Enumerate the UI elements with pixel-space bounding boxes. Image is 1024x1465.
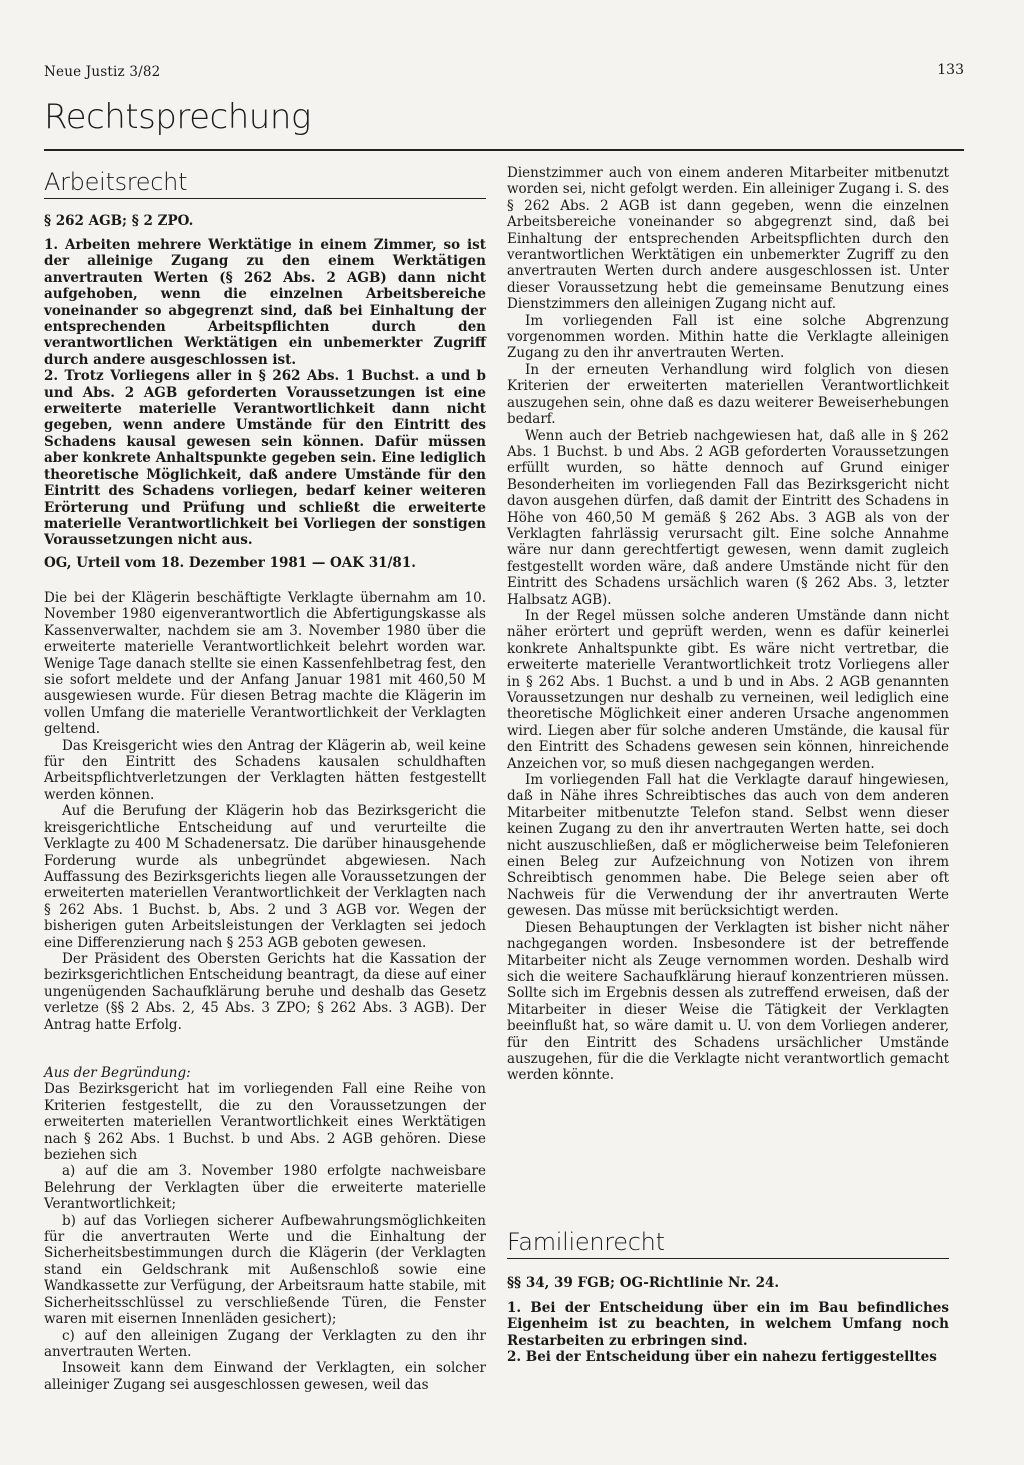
- familienrecht-headnote-2: 2. Bei der Entscheidung über ein nahezu fertiggestelltes: [507, 1349, 937, 1366]
- familienrecht-heading: Familienrecht: [507, 1228, 665, 1256]
- arbeitsrecht-citation-block: [44, 555, 486, 571]
- arbeitsrecht-citation: OG, Urteil vom 18. Dezember 1981 — OAK 31/81.: [44, 555, 416, 571]
- familienrecht-headnote-1: 1. Bei der Entscheidung über ein im Bau befindliches Eigenheim ist zu beachten, in welchem Umfang noch Restarbeiten zu erbringen sind.: [507, 1300, 949, 1349]
- journal-title: Neue Justiz 3/82: [44, 64, 161, 80]
- right-paragraph-1: Dienstzimmer auch von einem anderen Mitarbeiter mitbenutzt worden sei, nicht gefolgt werden. Ein alleiniger Zugang i. S. des § 262 Abs. 2 AGB ist dann gegeben, wenn die einzelnen Arbeitsbereiche voneinander so abgegrenzt sind, daß bei Einhaltung der entsprechenden Arbeitspflichten durch den verantwortlichen Werktätigen ein unbemerkter Zugriff zu den anvertrauten Werten durch andere ausgeschlossen ist. Unter dieser Voraussetzung hebt die gemeinsame Benutzung eines Dienstzimmers den alleinigen Zugang nicht auf.: [507, 165, 949, 313]
- right-column-text: [507, 165, 949, 1084]
- arbeitsrecht-rule: [44, 198, 486, 199]
- fact-paragraph-3: Auf die Berufung der Klägerin hob das Bezirksgericht die kreisgerichtliche Entscheidung auf und verurteilte die Verklagte zu 400 M Schadenersatz. Die darüber hinausgehende Forderung wurde als unbegründet abgewiesen. Nach Auffassung des Bezirksgerichts liegen alle Voraussetzungen der erweiterten materiellen Verantwortlichkeit der Verklagten nach § 262 Abs. 1 Buchst. b, Abs. 2 und 3 AGB vor. Wegen der bisherigen guten Arbeitsleistungen der Verklagten sei jedoch eine Differenzierung nach § 253 AGB geboten gewesen.: [44, 803, 486, 951]
- arbeitsrecht-norms-block: [44, 213, 486, 229]
- arbeitsrecht-facts: [44, 590, 486, 1033]
- headnote-2: 2. Trotz Vorliegens aller in § 262 Abs. 1 Buchst. a und b und Abs. 2 AGB geforderten Voraussetzungen ist eine erweiterte materielle Verantwortlichkeit dann nicht gegeben, wenn andere Umstände für den Eintritt des Schadens kausal gewesen sein können. Dafür müssen aber konkrete Anhaltspunkte gegeben sein. Eine lediglich theoretische Möglichkeit, daß andere Umstände für den Eintritt des Schadens vorliegen, bedarf keiner weiteren Erörterung und Prüfung und schließt die erweiterte materielle Verantwortlichkeit bei Vorliegen der sonstigen Voraussetzungen nicht aus.: [44, 368, 486, 549]
- right-paragraph-2: Im vorliegenden Fall ist eine solche Abgrenzung vorgenommen worden. Mithin hatte die Verklagte alleinigen Zugang zu den ihr anvertrauten Werten.: [507, 312, 949, 362]
- familienrecht-norms-block: [507, 1275, 949, 1291]
- fact-paragraph-1: Die bei der Klägerin beschäftigte Verklagte übernahm am 10. November 1980 eigenverantwortlich die Abfertigungskasse als Kassenverwalter, nachdem sie am 3. November 1980 über die erweiterte materielle Verantwortlichkeit belehrt worden war. Wenige Tage danach stellte sie einen Kassenfehlbetrag fest, den sie sofort meldete und der Anfang Januar 1981 mit 460,50 M ausgewiesen wurde. Für diesen Betrag machte die Klägerin im vollen Umfang die materielle Verantwortlichkeit der Verklagten geltend.: [44, 590, 486, 738]
- arbeitsrecht-heading-block: [44, 170, 486, 199]
- reasons-item-c: c) auf den alleinigen Zugang der Verklagten zu den ihr anvertrauten Werten.: [44, 1327, 486, 1360]
- reasons-item-b: b) auf das Vorliegen sicherer Aufbewahrungsmöglichkeiten für die anvertrauten Werte und die Einhaltung der Sicherheitsbestimmungen durch die Klägerin (der Verklagten stand ein Geldschrank mit Außenschloß sowie eine Wandkassette zur Verfügung, der Arbeitsraum hatte stabile, mit Sicherheitsschlüssel zu verschließende Türen, die Fenster waren mit eisernen Innenläden gesichert);: [44, 1212, 486, 1328]
- fact-paragraph-2: Das Kreisgericht wies den Antrag der Klägerin ab, weil keine für den Eintritt des Schadens kausalen schuldhaften Arbeitspflichtverletzungen der Verklagten hätten festgestellt werden können.: [44, 737, 486, 803]
- section-title: Rechtsprechung: [44, 97, 311, 137]
- arbeitsrecht-reasons: [44, 1065, 486, 1393]
- right-paragraph-4: Wenn auch der Betrieb nachgewiesen hat, daß alle in § 262 Abs. 1 Buchst. b und Abs. 2 AGB geforderten Voraussetzungen erfüllt wurden, so hätte dennoch auf Grund einiger Besonderheiten im vorliegenden Fall das Bezirksgericht nicht davon ausgehen dürfen, daß damit der Eintritt des Schadens in Höhe von 460,50 M gemäß § 262 Abs. 3 AGB als von der Verklagten fahrlässig verursacht gilt. Eine solche Annahme wäre nur dann gerechtfertigt gewesen, wenn damit zugleich festgestellt worden wäre, daß andere Umstände nicht für den Eintritt des Schadens ursächlich waren (§ 262 Abs. 3, letzter Halbsatz AGB).: [507, 427, 949, 608]
- fact-paragraph-4: Der Präsident des Obersten Gerichts hat die Kassation der bezirksgerichtlichen Entscheidung beantragt, da diese auf einer ungenügenden Sachaufklärung beruhe und deshalb das Gesetz verletze (§§ 2 Abs. 2, 45 Abs. 3 ZPO; § 262 Abs. 3 AGB). Der Antrag hatte Erfolg.: [44, 950, 486, 1033]
- right-paragraph-6: Im vorliegenden Fall hat die Verklagte darauf hingewiesen, daß in Nähe ihres Schreibtisches das auch von dem anderen Mitarbeiter mitbenutzte Telefon stand. Selbst wenn dieser keinen Zugang zu den ihr anvertrauten Werten hatte, sei doch nicht auszuschließen, daß er möglicherweise beim Telefonieren einen Beleg zur Aufzeichnung von Notizen von ihrem Schreibtisch genommen habe. Die Belege seien aber oft Nachweis für die Verwendung der ihr anvertrauten Werte gewesen. Das müsse mit berücksichtigt werden.: [507, 772, 949, 920]
- reasons-tail: Insoweit kann dem Einwand der Verklagten, ein solcher alleiniger Zugang sei ausgeschlossen gewesen, weil das: [44, 1360, 486, 1393]
- headnote-1: 1. Arbeiten mehrere Werktätige in einem Zimmer, so ist der alleinige Zugang zu den einem Werktätigen anvertrauten Werten (§ 262 Abs. 2 AGB) dann nicht aufgehoben, wenn die einzelnen Arbeitsbereiche voneinander so abgegrenzt sind, daß bei Einhaltung der entsprechenden Arbeitspflichten durch den verantwortlichen Werktätigen ein unbemerkter Zugriff durch andere ausgeschlossen ist.: [44, 237, 486, 368]
- familienrecht-heading-block: [507, 1230, 949, 1259]
- arbeitsrecht-heading: Arbeitsrecht: [44, 168, 188, 196]
- familienrecht-norms: §§ 34, 39 FGB; OG-Richtlinie Nr. 24.: [507, 1275, 780, 1291]
- page-number: 133: [937, 62, 964, 78]
- right-paragraph-5: In der Regel müssen solche anderen Umstände dann nicht näher erörtert und geprüft werden, wenn es dafür keinerlei konkrete Anhaltspunkte gibt. Es wäre nicht vertretbar, die erweiterte materielle Verantwortlichkeit trotz Vorliegens aller in § 262 Abs. 1 Buchst. a und b und in Abs. 2 AGB genannten Voraussetzungen nur deshalb zu verneinen, weil lediglich eine theoretische Möglichkeit einer anderen Ursache angenommen wird. Liegen aber für solche anderen Umstände, die kausal für den Eintritt des Schadens gewesen sein können, hinreichende Anzeichen vor, so muß diesen nachgegangen werden.: [507, 607, 949, 772]
- right-paragraph-3: In der erneuten Verhandlung wird folglich von diesen Kriterien der erweiterten materiellen Verantwortlichkeit auszugehen sein, ohne daß es dazu weiterer Beweiserhebungen bedarf.: [507, 361, 949, 428]
- arbeitsrecht-headnotes: [44, 237, 486, 549]
- reasons-heading: Aus der Begründung:: [44, 1065, 191, 1081]
- reasons-intro: Das Bezirksgericht hat im vorliegenden Fall eine Reihe von Kriterien festgestellt, die zu den Voraussetzungen der erweiterten materiellen Verantwortlichkeit eines Werktätigen nach § 262 Abs. 1 Buchst. b und Abs. 2 AGB gehören. Diese beziehen sich: [44, 1081, 486, 1164]
- reasons-item-a: a) auf die am 3. November 1980 erfolgte nachweisbare Belehrung der Verklagten über die erweiterte materielle Verantwortlichkeit;: [44, 1163, 486, 1213]
- running-head: [44, 58, 964, 82]
- familienrecht-rule: [507, 1258, 949, 1259]
- arbeitsrecht-norms: § 262 AGB; § 2 ZPO.: [44, 213, 194, 229]
- familienrecht-headnotes: [507, 1300, 949, 1366]
- section-rule: [44, 149, 964, 151]
- right-paragraph-7: Diesen Behauptungen der Verklagten ist bisher nicht näher nachgegangen worden. Insbesondere ist der betreffende Mitarbeiter nicht als Zeuge vernommen worden. Deshalb wird sich die weitere Sachaufklärung hierauf konzentrieren müssen. Sollte sich im Ergebnis dessen als zutreffend erweisen, daß der Mitarbeiter in dieser Weise die Tätigkeit der Verklagten beeinflußt hat, so wäre damit u. U. von dem Vorliegen anderer, für den Eintritt des Schadens ursächlicher Umstände auszugehen, für die die Verklagte nicht verantwortlich gemacht werden könnte.: [507, 919, 949, 1084]
